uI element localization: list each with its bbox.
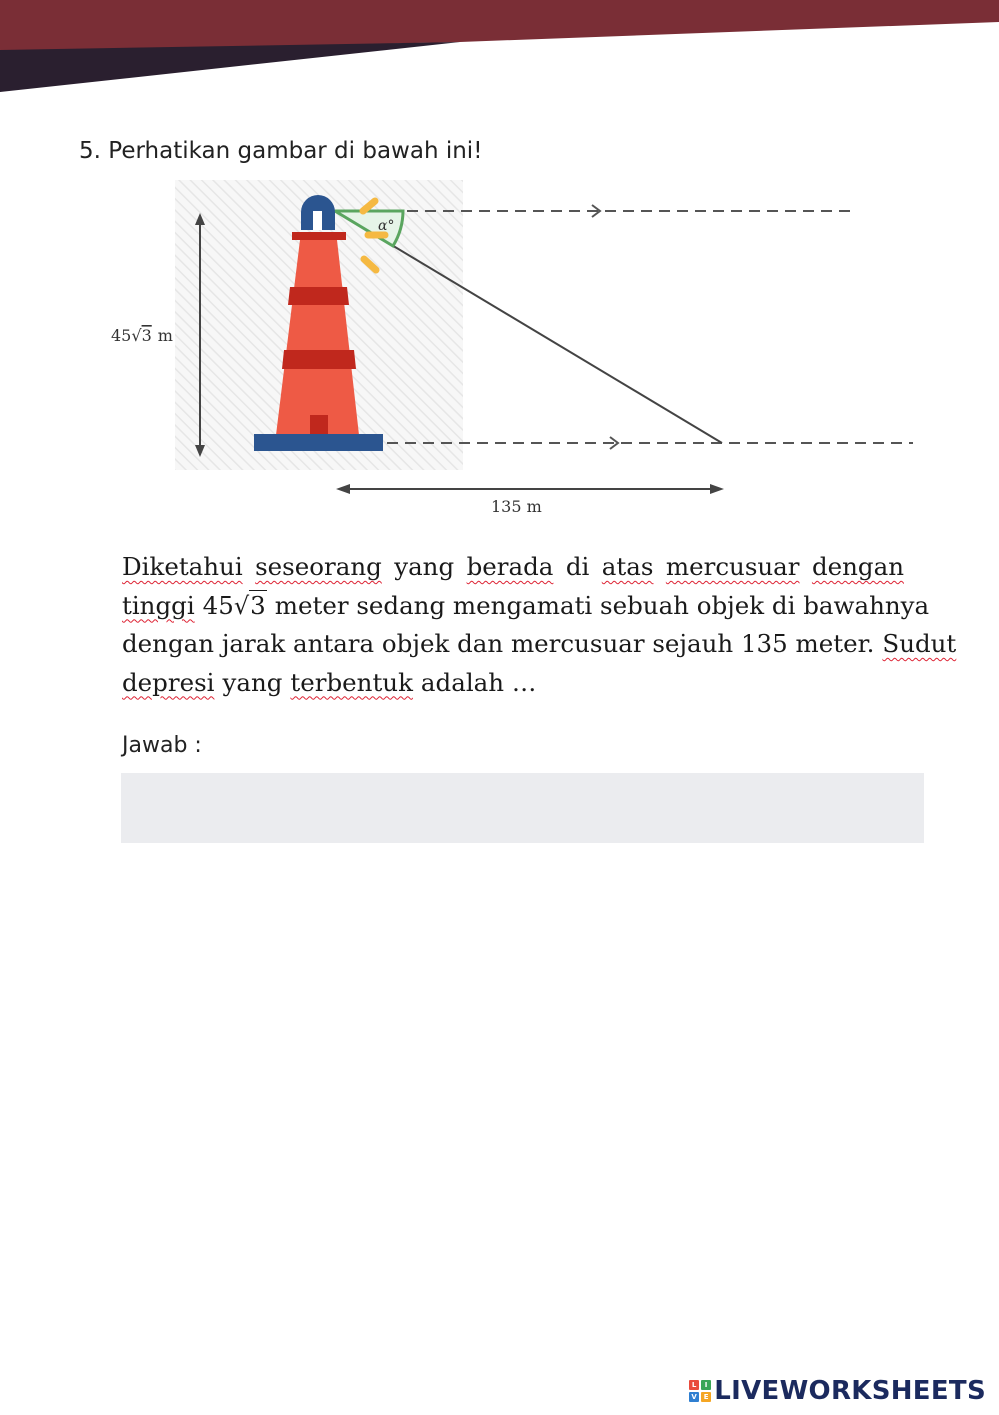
lighthouse-door — [310, 415, 328, 435]
header-banner — [0, 0, 999, 100]
problem-line-1 — [122, 548, 904, 587]
word: Sudut — [882, 629, 957, 658]
word: depresi — [122, 667, 215, 697]
distance-arrow-left-head — [336, 484, 350, 494]
word: Diketahui — [122, 552, 243, 581]
word: mercusuar — [665, 552, 800, 581]
question-title — [79, 138, 482, 164]
distance-label: 135 m — [491, 497, 542, 516]
lighthouse-window — [313, 211, 322, 230]
lighthouse-balcony — [292, 232, 346, 240]
banner-dark-band — [0, 42, 460, 92]
word: dengan — [811, 552, 904, 581]
answer-label: Jawab : — [122, 733, 202, 758]
lighthouse-stripe-1 — [288, 287, 349, 305]
answer-input[interactable] — [121, 773, 924, 843]
distance-arrow-right-head — [710, 484, 724, 494]
height-label: 45√3 m — [111, 326, 173, 345]
problem-line-3 — [122, 625, 957, 664]
lighthouse-stripe-2 — [282, 350, 356, 369]
question-number: 5. — [79, 138, 101, 164]
text-segment: dengan jarak antara objek dan mercusuar sejauh 135 meter. — [122, 629, 875, 658]
height-expression: 45√3 — [202, 590, 266, 620]
problem-statement — [122, 548, 957, 702]
question-text: Perhatikan gambar di bawah ini! — [108, 138, 483, 164]
text-segment: meter sedang mengamati sebuah objek di bawahnya — [274, 590, 930, 620]
problem-line-2 — [122, 587, 930, 626]
lighthouse-base — [254, 434, 383, 451]
lighthouse-figure — [105, 175, 915, 525]
word: yang — [394, 552, 455, 581]
word: tinggi — [122, 590, 195, 620]
word: berada — [466, 552, 554, 581]
word: adalah … — [420, 667, 537, 697]
word: atas — [601, 552, 654, 581]
word: seseorang — [255, 552, 382, 581]
brand-name: LIVEWORKSHEETS — [714, 1376, 986, 1406]
liveworksheets-logo — [689, 1374, 986, 1408]
word: terbentuk — [290, 667, 413, 697]
word: di — [565, 552, 590, 581]
problem-line-4 — [122, 664, 904, 703]
word: yang — [222, 667, 283, 697]
angle-label: α° — [378, 218, 395, 234]
logo-grid-icon: L I V E — [689, 1380, 711, 1402]
banner-maroon-band — [0, 0, 999, 52]
